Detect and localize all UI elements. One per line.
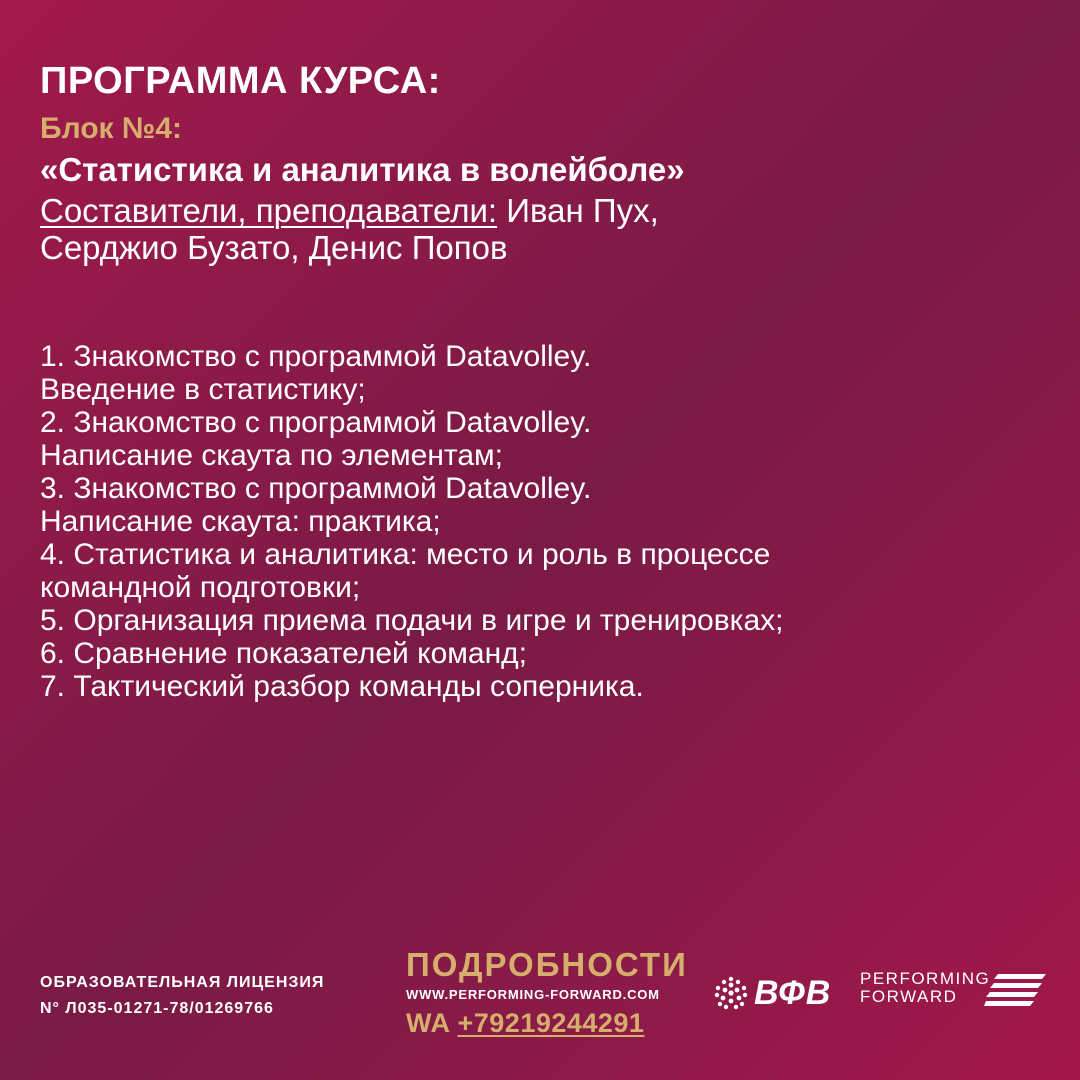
vfv-logo-text: ВФВ — [754, 973, 832, 1012]
website-link[interactable]: WWW.PERFORMING-FORWARD.COM — [406, 987, 660, 1002]
brand-line-1: PERFORMING — [860, 969, 991, 988]
program-line: 7. Тактический разбор команды соперника. — [40, 670, 644, 703]
contact-details — [406, 946, 688, 1040]
license-info — [40, 970, 324, 1022]
block-number: Блок №4: — [40, 112, 183, 145]
header — [40, 58, 1040, 266]
details-heading: ПОДРОБНОСТИ — [406, 946, 688, 983]
block-name: «Статистика и аналитика в волейболе» — [40, 151, 685, 188]
authors — [40, 192, 1040, 266]
program-line: 1. Знакомство с программой Datavolley. — [40, 340, 592, 373]
program-line: Написание скаута: практика; — [40, 505, 441, 538]
vfv-logo — [714, 968, 831, 1018]
wa-label: WA — [406, 1008, 458, 1038]
license-line-2: N° Л035-01271-78/01269766 — [40, 1000, 274, 1017]
performing-forward-brand — [860, 970, 990, 1006]
program-line: 2. Знакомство с программой Datavolley. — [40, 406, 592, 439]
program-line: 3. Знакомство с программой Datavolley. — [40, 472, 592, 505]
whatsapp-number-link[interactable]: +79219244291 — [457, 1008, 645, 1038]
speed-stripes-icon — [984, 974, 1046, 1008]
program-line: 5. Организация приема подачи в игре и тренировках; — [40, 604, 784, 637]
authors-line-2: Серджио Бузато, Денис Попов — [40, 229, 508, 266]
footer — [0, 940, 1080, 1050]
program-line: Написание скаута по элементам; — [40, 439, 503, 472]
brand-line-2: FORWARD — [860, 987, 958, 1006]
authors-line-1: Иван Пух, — [497, 192, 659, 229]
program-line: 6. Сравнение показателей команд; — [40, 637, 528, 670]
program-line: Введение в статистику; — [40, 373, 366, 406]
program-list — [40, 340, 1050, 703]
license-line-1: ОБРАЗОВАТЕЛЬНАЯ ЛИЦЕНЗИЯ — [40, 974, 325, 991]
whatsapp-contact — [406, 1006, 688, 1040]
volleyball-dots-icon — [714, 976, 748, 1010]
program-line: командной подготовки; — [40, 571, 361, 604]
program-line: 4. Статистика и аналитика: место и роль в процессе — [40, 538, 771, 571]
authors-label: Составители, преподаватели: — [40, 192, 498, 229]
page-title: ПРОГРАММА КУРСА: — [40, 60, 441, 102]
